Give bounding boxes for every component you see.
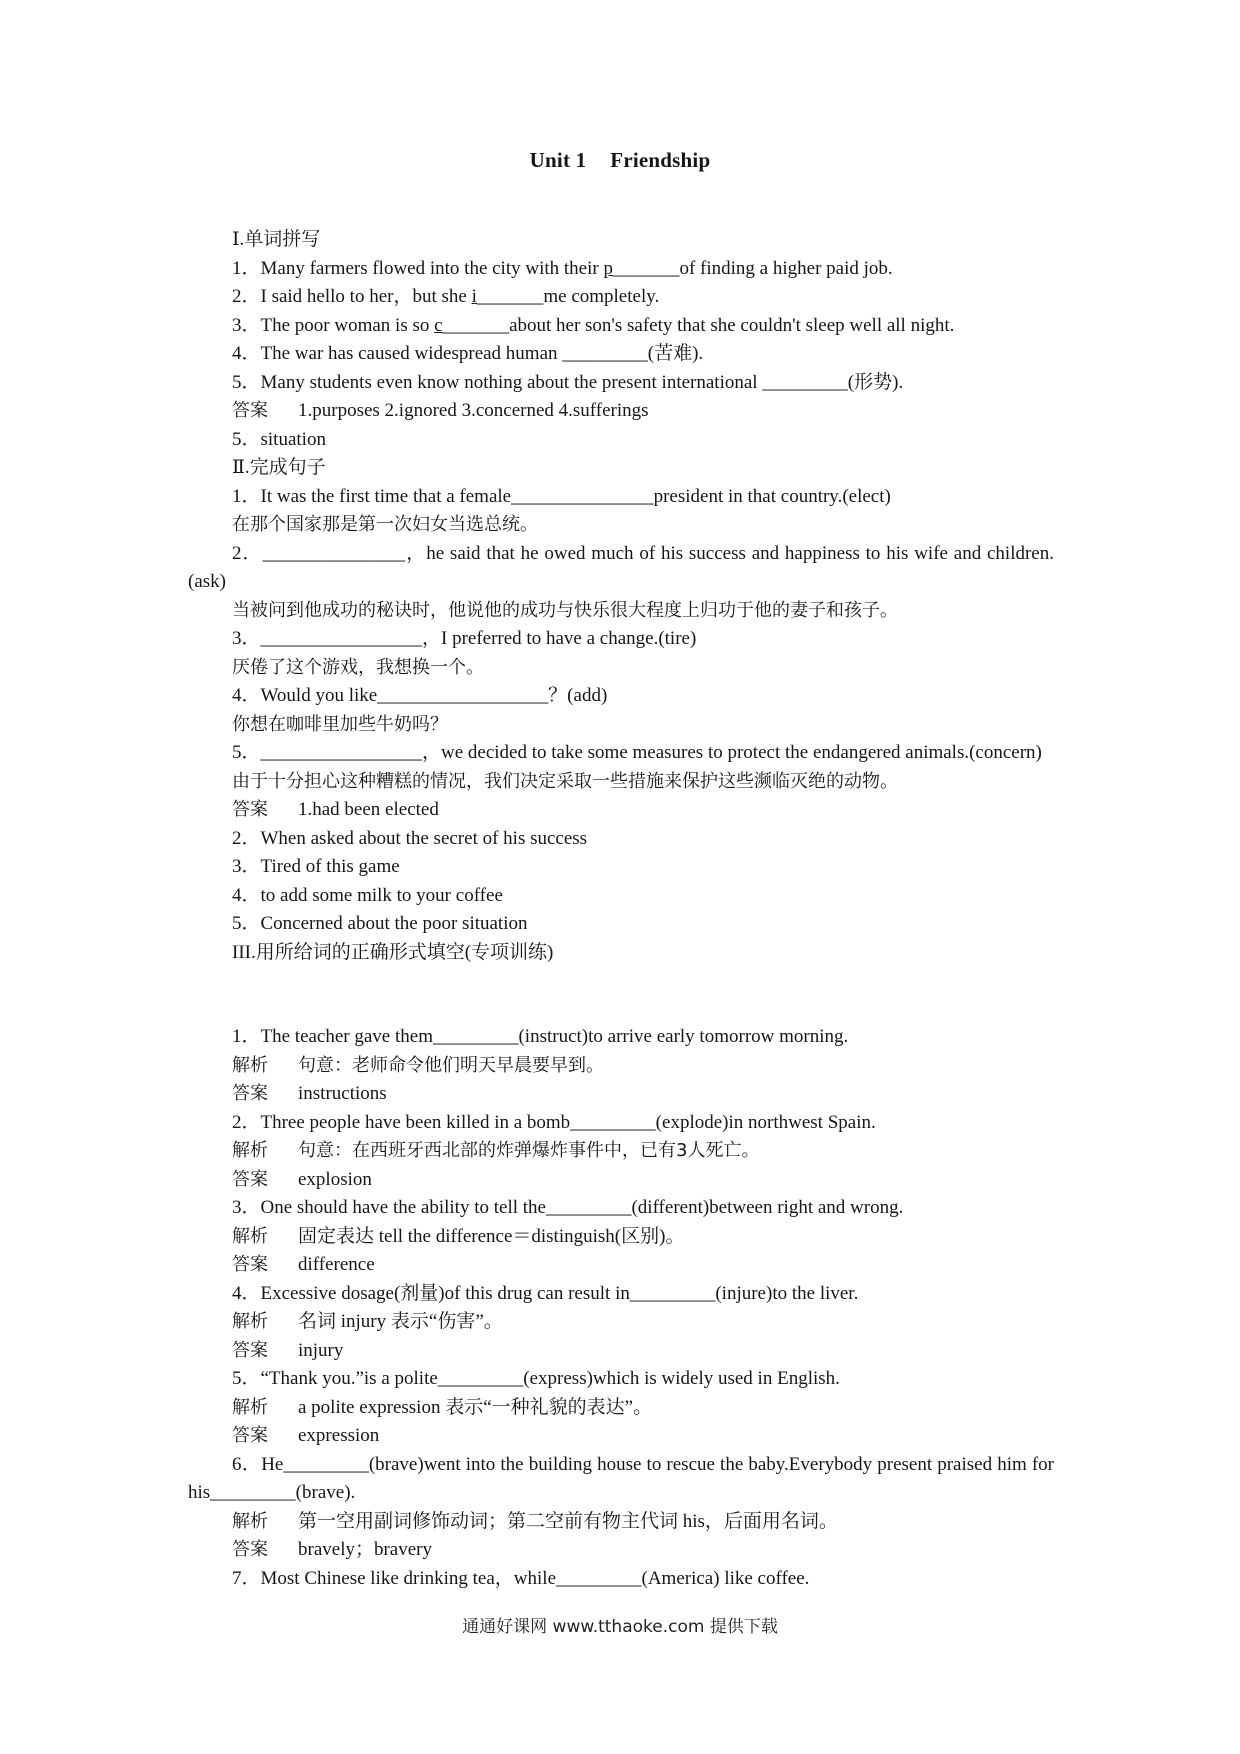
section2-answer-4: 4．to add some milk to your coffee	[232, 884, 503, 906]
page-title	[0, 148, 1240, 173]
answer-label: 答案	[232, 799, 268, 820]
page-footer: 通通好课网 www.tthaoke.com 提供下载	[462, 1617, 778, 1637]
section3-question-5: 5．“Thank you.”is a polite_________(express)which is widely used in English.	[232, 1368, 840, 1389]
answer-label: 答案	[232, 400, 268, 421]
section2-heading: Ⅱ.完成句子	[232, 457, 326, 478]
section3-answer-1: 答案 instructions	[232, 1083, 387, 1104]
section1-item-4: 4．The war has caused widespread human _________(苦难).	[232, 343, 704, 364]
section2-translation-2: 当被问到他成功的秘诀时，他说他的成功与快乐很大程度上归功于他的妻子和孩子。	[232, 599, 898, 621]
section3-analysis-2: 解析 句意：在西班牙西北部的炸弹爆炸事件中，已有3人死亡。	[232, 1140, 760, 1161]
section3-analysis-6: 解析 第一空用副词修饰动词；第二空前有物主代词 his，后面用名词。	[232, 1510, 838, 1532]
section3-answer-6: 答案 bravely；bravery	[232, 1539, 432, 1560]
section2-answer-3: 3．Tired of this game	[232, 856, 400, 877]
section3-question-3: 3．One should have the ability to tell the_________(different)between right and wrong.	[232, 1197, 904, 1218]
section1-item-1: 1．Many farmers flowed into the city with their p_______of finding a higher paid job.	[232, 257, 893, 279]
section3-answer-5: 答案 expression	[232, 1425, 380, 1446]
section2-answer-2: 2．When asked about the secret of his success	[232, 827, 588, 849]
section1-answer-cont: 5．situation	[232, 428, 326, 450]
section2-answer-1: 答案 1.had been elected	[188, 796, 1054, 825]
section1-heading: Ⅰ.单词拼写	[232, 229, 321, 250]
section2-translation-1: 在那个国家那是第一次妇女当选总统。	[232, 514, 538, 535]
section2-answer-5: 5．Concerned about the poor situation	[232, 913, 528, 934]
section3-analysis-5: 解析 a polite expression 表示“一种礼貌的表达”。	[232, 1396, 653, 1418]
section2-question-1: 1．It was the first time that a female_______________president in that country.(elect)	[232, 485, 891, 507]
exercise-content	[188, 226, 1054, 1593]
section2-translation-5: 由于十分担心这种糟糕的情况，我们决定采取一些措施来保护这些濒临灭绝的动物。	[232, 770, 898, 792]
section-spacer	[188, 967, 1054, 1023]
section1-item-2: 2．I said hello to her，but she i_______me completely.	[232, 286, 660, 307]
section3-question-7: 7．Most Chinese like drinking tea，while_________(America) like coffee.	[232, 1567, 810, 1589]
section3-answer-4: 答案 injury	[232, 1339, 344, 1361]
section2-translation-3: 厌倦了这个游戏，我想换一个。	[232, 656, 484, 678]
section3-question-4: 4．Excessive dosage(剂量)of this drug can result in_________(injure)to the liver.	[232, 1282, 859, 1304]
section1-item-5: 5．Many students even know nothing about the present international _________(形势).	[232, 371, 904, 393]
section3-answer-3: 答案 difference	[232, 1254, 375, 1275]
section3-analysis-1: 解析 句意：老师命令他们明天早晨要早到。	[232, 1054, 604, 1076]
section3-analysis-3: 解析 固定表达 tell the difference＝distinguish(区别)。	[232, 1225, 685, 1247]
section3-analysis-4: 解析 名词 injury 表示“伤害”。	[232, 1311, 503, 1332]
section1-answer: 答案 1.purposes 2.ignored 3.concerned 4.sufferings	[188, 397, 1054, 426]
section3-question-1: 1．The teacher gave them_________(instruct)to arrive early tomorrow morning.	[232, 1026, 849, 1047]
section2-question-3: 3．_________________，I preferred to have a change.(tire)	[232, 628, 697, 649]
section2-question-4: 4．Would you like__________________？(add)	[232, 685, 608, 706]
section3-answer-2: 答案 explosion	[232, 1168, 372, 1190]
section2-translation-4: 你想在咖啡里加些牛奶吗？	[232, 713, 448, 735]
unit-number: Unit 1	[529, 148, 587, 172]
unit-topic: Friendship	[610, 148, 711, 172]
section2-question-2: 2．_______________，he said that he owed much of his success and happiness to his wife and children.(ask)	[188, 542, 1054, 592]
section3-question-2: 2．Three people have been killed in a bomb_________(explode)in northwest Spain.	[232, 1111, 876, 1133]
section2-question-5: 5．_________________，we decided to take some measures to protect the endangered animals.(concern)	[232, 742, 1042, 763]
section3-heading: III.用所给词的正确形式填空(专项训练)	[232, 941, 554, 963]
section1-item-3: 3．The poor woman is so c_______about her son's safety that she couldn't sleep well all night.	[232, 314, 955, 336]
section3-question-6: 6．He_________(brave)went into the building house to rescue the baby.Everybody present praised him for his_________(brave).	[188, 1453, 1054, 1503]
